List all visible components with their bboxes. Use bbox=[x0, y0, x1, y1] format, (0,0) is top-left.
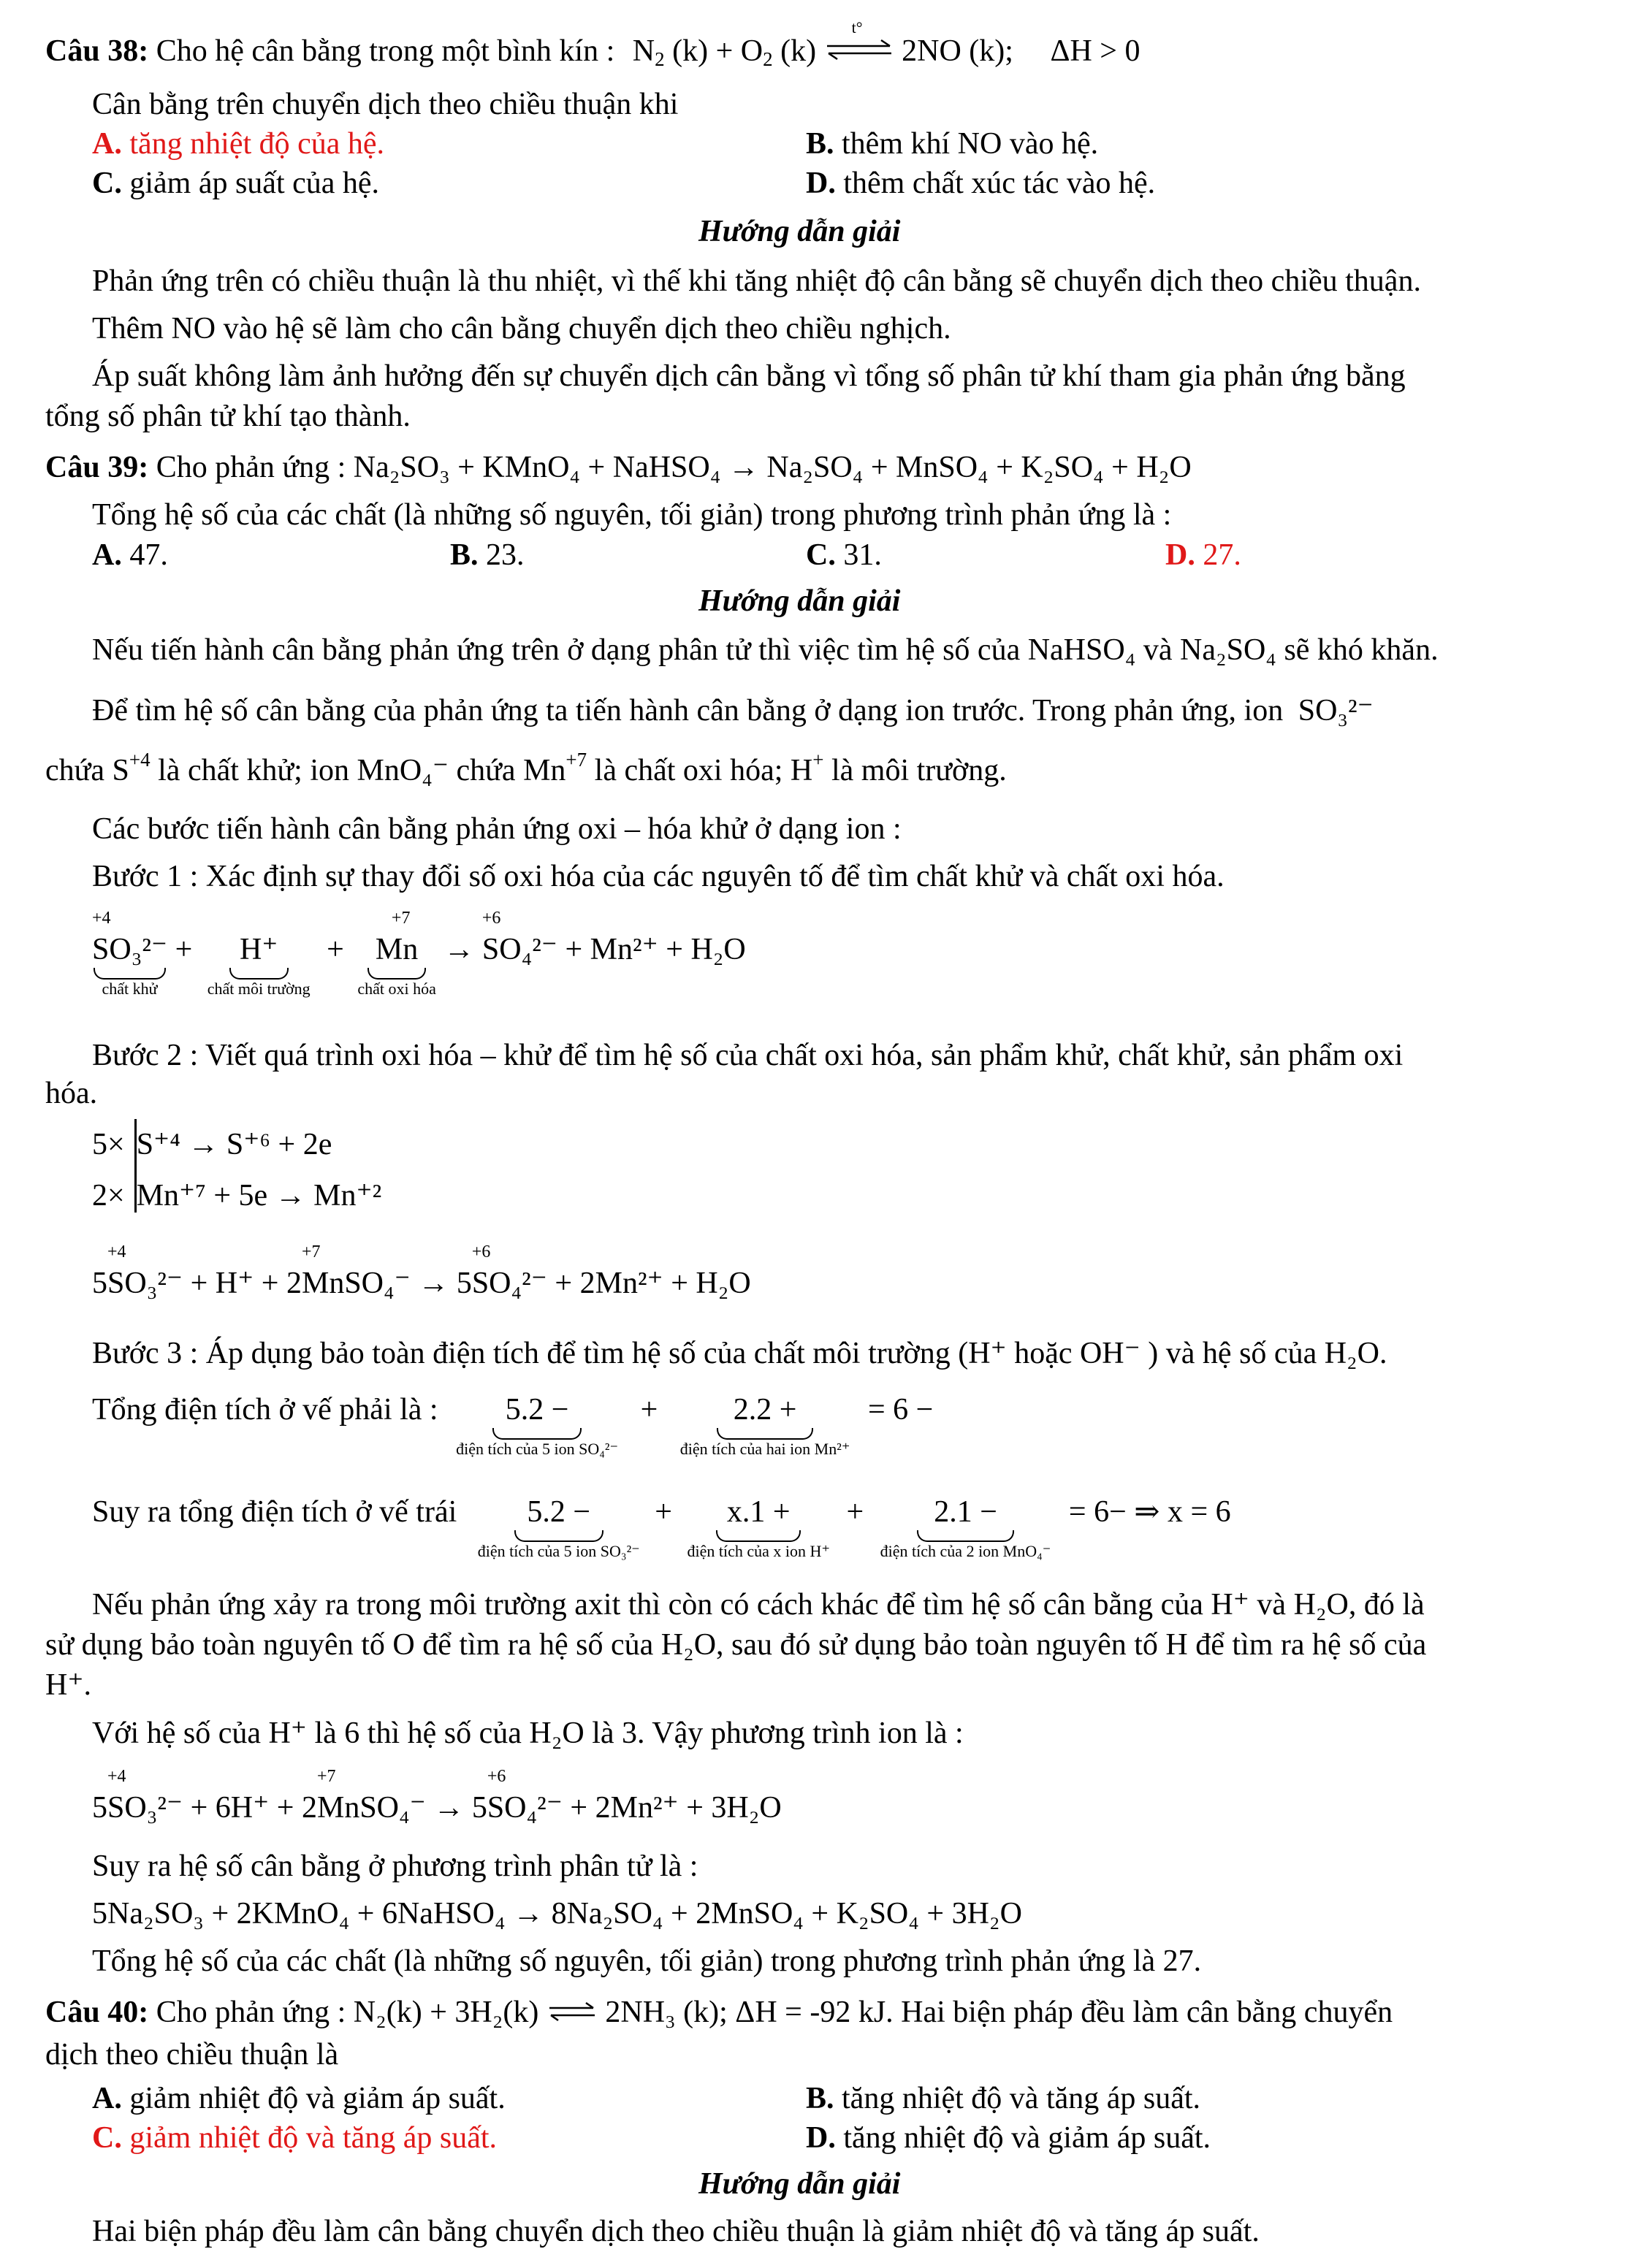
q39-step-1: Bước 1 : Xác định sự thay đổi số oxi hóa của các nguyên tố để tìm chất khử và chất oxi hóa. bbox=[92, 860, 1225, 893]
ionic-equation-step2: 5 +4 SO₃²⁻ + H⁺ + 2 +7 MnSO₄⁻ → 5 +6 SO₄²⁻ + 2Mn²⁺ + H₂O bbox=[92, 1242, 751, 1300]
question-stem: Cho phản ứng : Na₂SO₃ + KMnO₄ + NaHSO₄ → Na₂SO₄ + MnSO₄ + K₂SO₄ + H₂O bbox=[156, 451, 1192, 484]
half-reaction-2: 2× Mn⁺⁷ + 5e → Mn⁺² bbox=[92, 1179, 382, 1213]
reducing-agent-term: +4 SO₃²⁻ chất khử bbox=[92, 909, 168, 998]
q39-step-3: Bước 3 : Áp dụng bảo toàn điện tích để tìm hệ số của chất môi trường (H⁺ hoặc OH⁻ ) và hệ số của H₂O. bbox=[92, 1337, 1387, 1370]
equilibrium-arrow-icon bbox=[824, 18, 894, 65]
q40-option-d[interactable]: D. tăng nhiệt độ và giảm áp suất. bbox=[806, 2121, 1211, 2155]
q39-guide-heading: Hướng dẫn giải bbox=[698, 584, 901, 618]
q39-step-2a: Bước 2 : Viết quá trình oxi hóa – khử để tìm hệ số của chất oxi hóa, sản phẩm khử, chất khử, sản phẩm oxi bbox=[92, 1039, 1404, 1072]
q39-step-2b: hóa. bbox=[45, 1077, 98, 1110]
step1-equation: +4 SO₃²⁻ chất khử + H⁺ chất môi trường + +7 Mn chất oxi hóa → +6 SO₄²⁻ + Mn²⁺ + H₂O bbox=[92, 909, 746, 998]
q39-para-1: Nếu tiến hành cân bằng phản ứng trên ở dạng phân tử thì việc tìm hệ số của NaHSO₄ và Na₂SO₄ sẽ khó khăn. bbox=[92, 633, 1439, 667]
q38-para-1: Phản ứng trên có chiều thuận là thu nhiệt, vì thế khi tăng nhiệt độ cân bằng sẽ chuyển dịch theo chiều thuận. bbox=[92, 264, 1421, 298]
q40-option-b[interactable]: B. tăng nhiệt độ và tăng áp suất. bbox=[806, 2082, 1201, 2115]
q39-para-2: Để tìm hệ số cân bằng của phản ứng ta tiến hành cân bằng ở dạng ion trước. Trong phản ứng, ion SO₃²⁻ bbox=[92, 694, 1374, 728]
q40-option-a[interactable]: A. giảm nhiệt độ và giảm áp suất. bbox=[92, 2082, 506, 2115]
q39-para-5c: H⁺. bbox=[45, 1668, 91, 1702]
q38-para-3a: Áp suất không làm ảnh hưởng đến sự chuyển dịch cân bằng vì tổng số phân tử khí tham gia phản ứng bằng bbox=[92, 359, 1406, 393]
q39-stem-line bbox=[45, 449, 1192, 486]
q38-line2: Cân bằng trên chuyển dịch theo chiều thuận khi bbox=[92, 88, 679, 121]
oxidizing-agent-term: +7 Mn chất oxi hóa bbox=[357, 909, 436, 998]
q39-para-7: Suy ra hệ số cân bằng ở phương trình phân tử là : bbox=[92, 1849, 698, 1883]
q39-option-b[interactable]: B. 23. bbox=[450, 538, 525, 572]
question-label: Câu 40: bbox=[45, 1996, 149, 2029]
q38-stem-line bbox=[45, 18, 1140, 70]
question-label: Câu 39: bbox=[45, 451, 149, 484]
q38-para-3b: tổng số phân tử khí tạo thành. bbox=[45, 400, 411, 433]
q39-option-d[interactable]: D. 27. bbox=[1165, 538, 1241, 572]
q38-option-c[interactable]: C. giảm áp suất của hệ. bbox=[92, 167, 380, 200]
q39-para-5a: Nếu phản ứng xảy ra trong môi trường axit thì còn có cách khác để tìm hệ số cân bằng của H⁺ và H₂O, đó là bbox=[92, 1588, 1425, 1622]
q40-option-c[interactable]: C. giảm nhiệt độ và tăng áp suất. bbox=[92, 2121, 498, 2155]
medium-term: H⁺ chất môi trường bbox=[207, 933, 311, 998]
q38-option-d[interactable]: D. thêm chất xúc tác vào hệ. bbox=[806, 167, 1156, 200]
q38-guide-heading: Hướng dẫn giải bbox=[698, 215, 901, 248]
question-stem: Cho hệ cân bằng trong một bình kín : bbox=[156, 34, 615, 68]
q40-para-1: Hai biện pháp đều làm cân bằng chuyển dịch theo chiều thuận là giảm nhiệt độ và tăng áp suất. bbox=[92, 2215, 1260, 2248]
q40-stem-line2: dịch theo chiều thuận là bbox=[45, 2038, 339, 2072]
condition-label: t° bbox=[851, 18, 863, 37]
q40-stem-line: Câu 40: Cho phản ứng : N₂(k) + 3H₂(k) 2NH₃ (k); ΔH = -92 kJ. Hai biện pháp đều làm cân bằng chuyển bbox=[45, 1996, 1393, 2029]
half-reaction-1: 5× S⁺⁴ → S⁺⁶ + 2e bbox=[92, 1128, 332, 1161]
q38-option-b[interactable]: B. thêm khí NO vào hệ. bbox=[806, 127, 1099, 161]
q39-line2: Tổng hệ số của các chất (là những số nguyên, tối giản) trong phương trình phản ứng là : bbox=[92, 498, 1172, 532]
equilibrium-arrow-icon bbox=[547, 2000, 598, 2025]
q40-guide-heading: Hướng dẫn giải bbox=[698, 2167, 901, 2201]
equilibrium-equation: $N_2$ $(k) + O_2$ (k) t° 2NO (k); ΔH > 0 bbox=[632, 18, 1140, 70]
q39-option-c[interactable]: C. 31. bbox=[806, 538, 882, 572]
charge-sum-right: Tổng điện tích ở vế phải là : 5.2 − điện tích của 5 ion SO₄²⁻ + 2.2 + điện tích của hai ion Mn²⁺ = 6 − bbox=[92, 1393, 934, 1458]
question-label: Câu 38: bbox=[45, 34, 149, 68]
q38-para-2: Thêm NO vào hệ sẽ làm cho cân bằng chuyển dịch theo chiều nghịch. bbox=[92, 312, 951, 345]
q39-para-3: chứa $S^{+4}$ là chất khử; ion MnO₄⁻ chứa $Mn^{+7}$ là chất oxi hóa; H+ là môi trường. bbox=[45, 749, 1007, 787]
ionic-equation-final: 5 +4 SO₃²⁻ + 6H⁺ + 2 +7 MnSO₄⁻ → 5 +6 SO₄²⁻ + 2Mn²⁺ + 3H₂O bbox=[92, 1767, 782, 1825]
q39-option-a[interactable]: A. 47. bbox=[92, 538, 168, 572]
q38-option-a[interactable]: A. tăng nhiệt độ của hệ. bbox=[92, 127, 385, 161]
q39-para-5b: sử dụng bảo toàn nguyên tố O để tìm ra hệ số của H₂O, sau đó sử dụng bảo toàn nguyên tố H để tìm ra hệ số của bbox=[45, 1628, 1427, 1662]
q39-para-4: Các bước tiến hành cân bằng phản ứng oxi – hóa khử ở dạng ion : bbox=[92, 812, 902, 846]
molecular-equation: 5Na₂SO₃ + 2KMnO₄ + 6NaHSO₄ → 8Na₂SO₄ + 2MnSO₄ + K₂SO₄ + 3H₂O bbox=[92, 1897, 1022, 1931]
charge-sum-left: Suy ra tổng điện tích ở vế trái 5.2 − điện tích của 5 ion SO₃²⁻ + x.1 + điện tích của x ion H⁺ + 2.1 − điện tích của 2 ion MnO₄⁻ = 6− ⇒ x = 6 bbox=[92, 1495, 1231, 1560]
q39-para-8: Tổng hệ số của các chất (là những số nguyên, tối giản) trong phương trình phản ứng là 27. bbox=[92, 1944, 1202, 1978]
q39-para-6: Với hệ số của H⁺ là 6 thì hệ số của H₂O là 3. Vậy phương trình ion là : bbox=[92, 1717, 964, 1750]
